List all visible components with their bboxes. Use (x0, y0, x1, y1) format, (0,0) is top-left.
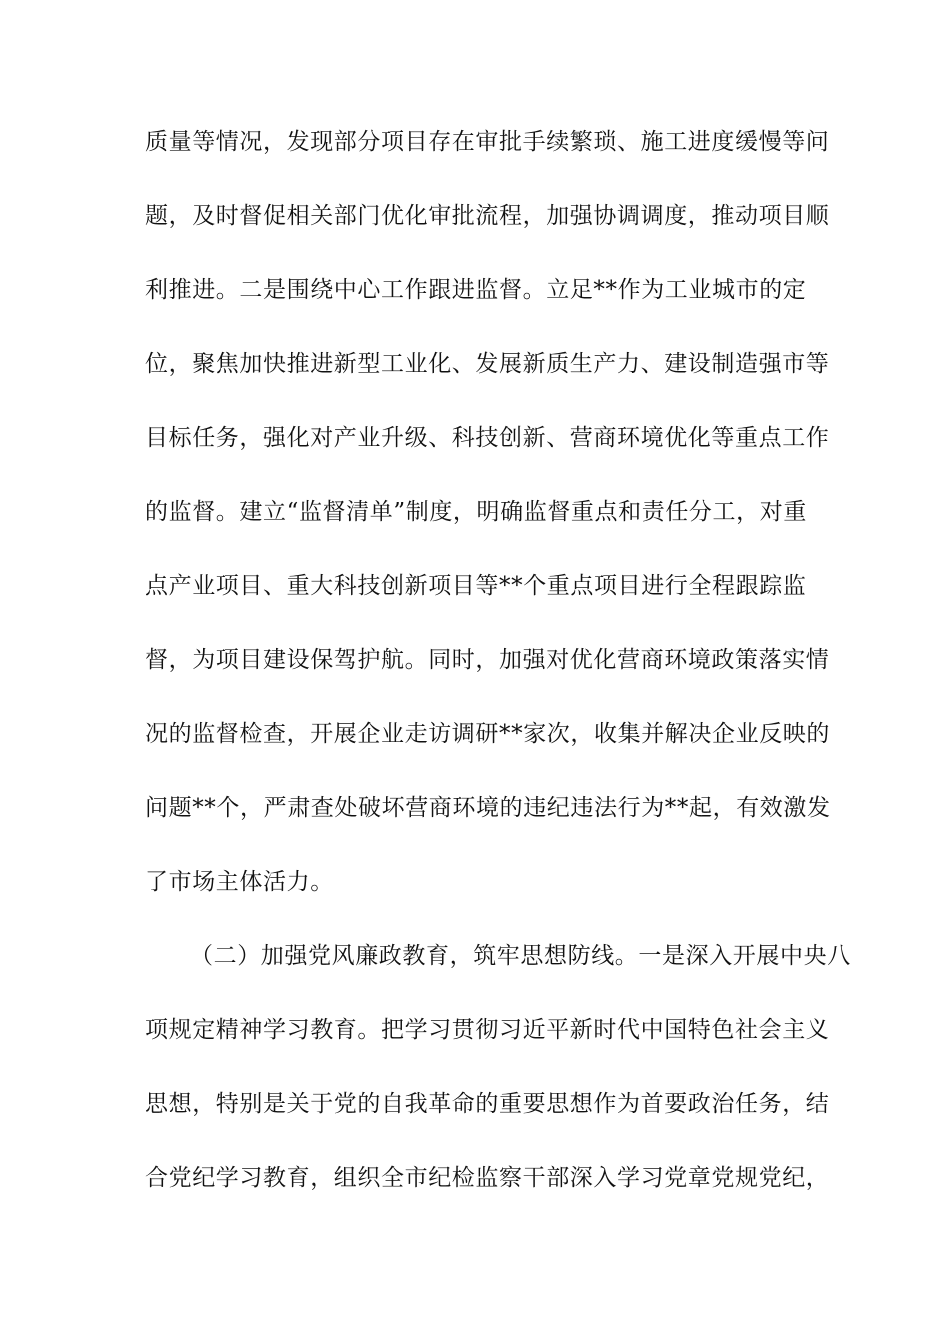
text-line: 位，聚焦加快推进新型工业化、发展新质生产力、建设制造强市等 (145, 351, 830, 377)
text-line: 目标任务，强化对产业升级、科技创新、营商环境优化等重点工作 (145, 425, 830, 451)
text-line: 题，及时督促相关部门优化审批流程，加强协调调度，推动项目顺 (145, 203, 830, 229)
text-line: 况的监督检查，开展企业走访调研**家次，收集并解决企业反映的 (145, 721, 830, 747)
text-line: 项规定精神学习教育。把学习贯彻习近平新时代中国特色社会主义 (145, 1017, 830, 1043)
text-line: 思想，特别是关于党的自我革命的重要思想作为首要政治任务，结 (145, 1091, 830, 1117)
text-line: 了市场主体活力。 (145, 869, 334, 895)
paragraph-heading-line: （二）加强党风廉政教育，筑牢思想防线。一是深入开展中央八 (190, 943, 851, 969)
text-line: 问题**个，严肃查处破坏营商环境的违纪违法行为**起，有效激发 (145, 795, 831, 821)
text-line: 合党纪学习教育，组织全市纪检监察干部深入学习党章党规党纪， (145, 1165, 830, 1191)
text-line: 点产业项目、重大科技创新项目等**个重点项目进行全程跟踪监 (145, 573, 807, 599)
text-line: 质量等情况，发现部分项目存在审批手续繁琐、施工进度缓慢等问 (145, 129, 830, 155)
text-line: 的监督。建立“监督清单”制度，明确监督重点和责任分工，对重 (145, 499, 807, 525)
text-line: 督，为项目建设保驾护航。同时，加强对优化营商环境政策落实情 (145, 647, 830, 673)
text-line: 利推进。二是围绕中心工作跟进监督。立足**作为工业城市的定 (145, 277, 807, 303)
